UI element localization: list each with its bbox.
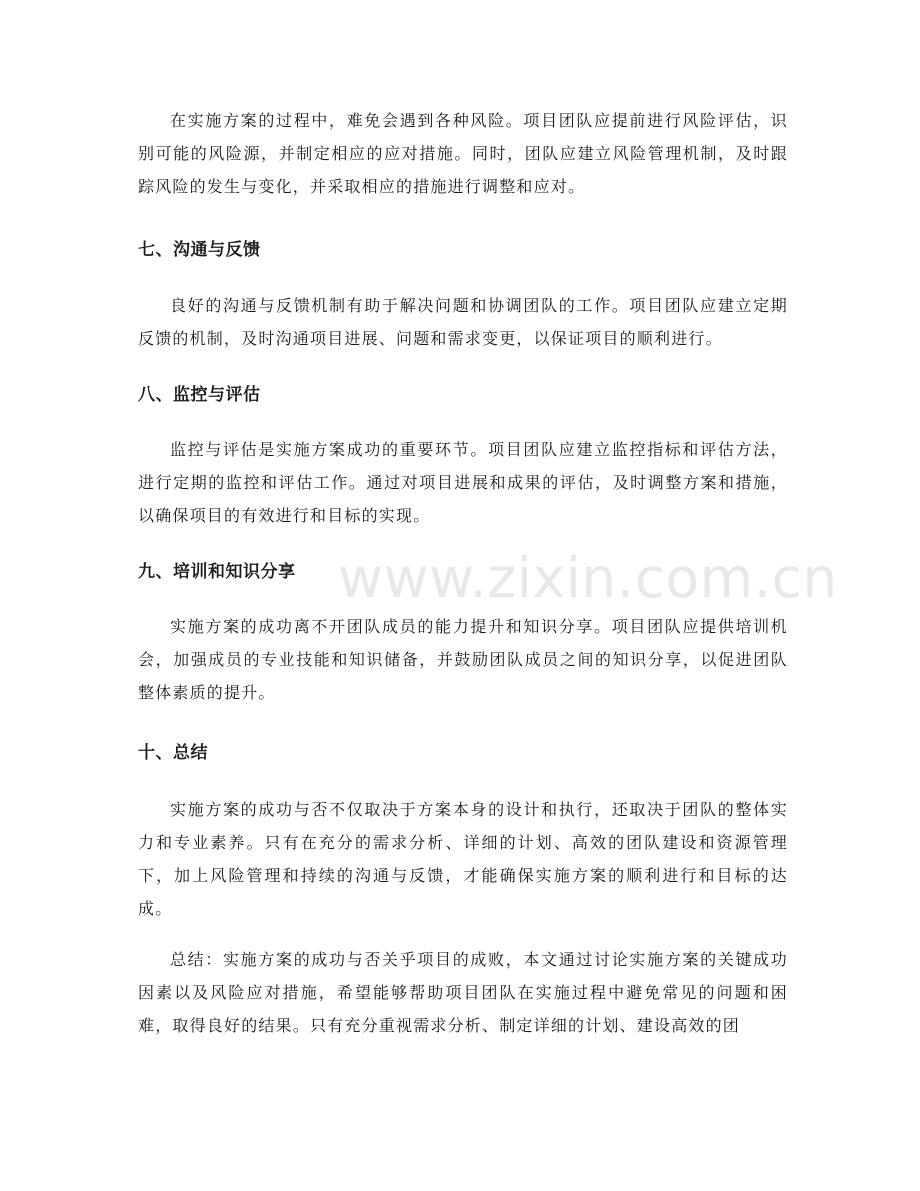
heading-summary: 十、总结 (138, 743, 208, 763)
heading-training: 九、培训和知识分享 (138, 562, 296, 582)
heading-monitoring: 八、监控与评估 (138, 385, 261, 405)
paragraph-communication: 良好的沟通与反馈机制有助于解决问题和协调团队的工作。项目团队应建立定期反馈的机制，及时沟通项目进展、问题和需求变更，以保证项目的顺利进行。 (138, 296, 788, 348)
paragraph-monitoring: 监控与评估是实施方案成功的重要环节。项目团队应建立监控指标和评估方法，进行定期的监控和评估工作。通过对项目进展和成果的评估，及时调整方案和措施，以确保项目的有效进行和目标的实现。 (138, 440, 788, 525)
watermark: www.zixin.com.cn (338, 546, 838, 610)
paragraph-risk: 在实施方案的过程中，难免会遇到各种风险。项目团队应提前进行风险评估，识别可能的风险源，并制定相应的应对措施。同时，团队应建立风险管理机制，及时跟踪风险的发生与变化，并采取相应的措施进行调整和应对。 (138, 111, 788, 196)
paragraph-training: 实施方案的成功离不开团队成员的能力提升和知识分享。项目团队应提供培训机会，加强成员的专业技能和知识储备，并鼓励团队成员之间的知识分享，以促进团队整体素质的提升。 (138, 617, 788, 702)
document-body (138, 104, 788, 1042)
paragraph-summary: 实施方案的成功与否不仅取决于方案本身的设计和执行，还取决于团队的整体实力和专业素养。只有在充分的需求分析、详细的计划、高效的团队建设和资源管理下，加上风险管理和持续的沟通与反馈，才能确保实施方案的顺利进行和目标的达成。 (138, 800, 788, 918)
paragraph-conclusion: 总结：实施方案的成功与否关乎项目的成败，本文通过讨论实施方案的关键成功因素以及风险应对措施，希望能够帮助项目团队在实施过程中避免常见的问题和困难，取得良好的结果。只有充分重视需求分析、制定详细的计划、建设高效的团 (138, 950, 788, 1035)
heading-communication: 七、沟通与反馈 (138, 240, 261, 260)
